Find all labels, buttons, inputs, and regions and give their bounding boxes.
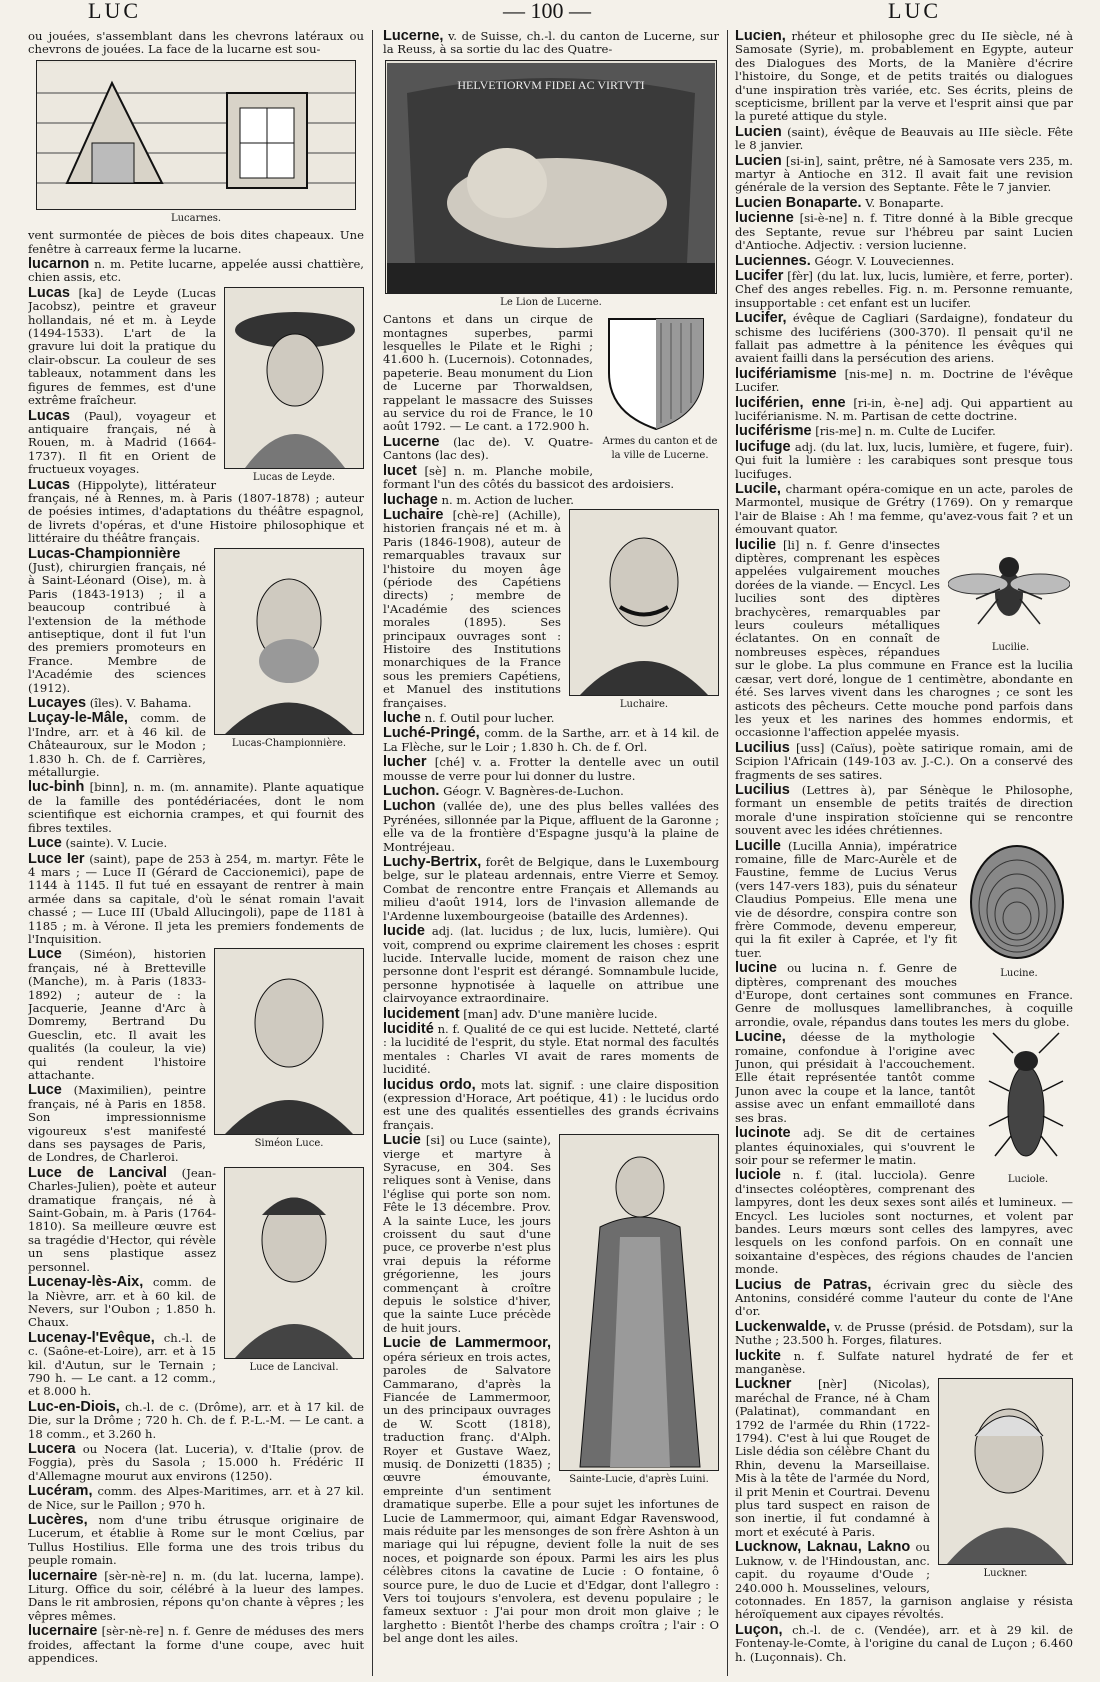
dictionary-entry bbox=[735, 152, 1073, 195]
headword: Lucilius bbox=[735, 781, 790, 798]
headword: lucifériamisme bbox=[735, 365, 837, 382]
dictionary-entry bbox=[383, 1005, 719, 1022]
lucine-figure bbox=[965, 840, 1073, 984]
entry-text: (Jean-Charles-Julien), poète et auteur dramatique français, né à Saint-Gobain, m. à Paris (1764-1810). Sa meilleure œuvre est sa tragédie d'Hector, qui révèle un sens plastique assez personnel. bbox=[28, 1165, 217, 1274]
headword: lucide bbox=[383, 923, 425, 940]
dictionary-entry bbox=[383, 785, 719, 798]
headword: lucher bbox=[383, 754, 427, 771]
dictionary-entry bbox=[28, 850, 364, 947]
dictionary-entry bbox=[28, 1514, 364, 1568]
entry-text: Géogr. V. Bagnères-de-Luchon. bbox=[443, 784, 624, 799]
entry-text: (lac de). V. Quatre-Cantons (lac des). bbox=[383, 434, 593, 463]
entry-text: rhéteur et philosophe grec du IIe siècle, né à Samosate (Syrie), m. probablement en Egypte, auteur des Dialogues des Morts, de la Manière d'écrire l'histoire, du Songe, et de petits traités ou dialogues d'une inspiration très variée, etc. Ses écrits, pleins de scepticisme, brillent par la verve et l'esprit ainsi que par la pureté attique du style. bbox=[735, 30, 1073, 124]
entry-text: comm. de la Nièvre, arr. et à 60 kil. de Nevers, sur l'Oubon ; 1.850 h. Chaux. bbox=[28, 1275, 216, 1330]
column-1 bbox=[28, 30, 364, 1676]
dictionary-entry bbox=[28, 258, 364, 285]
lucarnes-figure bbox=[28, 60, 364, 225]
headword: lucifuge bbox=[735, 438, 791, 455]
headword: Lucien bbox=[735, 123, 782, 140]
lion-figure bbox=[383, 60, 719, 309]
headword: lucidité bbox=[383, 1020, 434, 1037]
headword: lucarnon bbox=[28, 256, 90, 273]
headword: Lucenay-l'Evêque, bbox=[28, 1329, 155, 1346]
dictionary-entry bbox=[735, 394, 1073, 424]
portrait-figure bbox=[569, 509, 719, 715]
headword: Lucera bbox=[28, 1440, 76, 1457]
entry-text: (sainte). V. Lucie. bbox=[65, 836, 168, 851]
entry-text: adj. (du lat. lux, lucis, lumière, et fugere, fuir). Qui fuit la lumière : les carabiques sont presque tous lucifuges. bbox=[735, 439, 1073, 481]
headword: Luchaire bbox=[383, 506, 444, 523]
entry-text: (Siméon), historien français, né à Bretteville (Manche), m. à Paris (1833-1892) ; auteur de : la Jacquerie, Jeanne d'Arc à Domremy, Bertrand Du Guesclin, etc. Il avait les qualités (la couleur, la vie) qui rendent l'histoire attachante. bbox=[28, 947, 206, 1082]
headword: luciole bbox=[735, 1167, 781, 1184]
entry-text: n. f. Outil pour lucher. bbox=[424, 711, 555, 725]
dictionary-entry bbox=[28, 1398, 364, 1441]
lion-de-lucerne-illustration bbox=[385, 60, 717, 294]
entry-text: [nèr] (Nicolas), maréchal de France, né à Cham (Palatinat), commandant en 1792 de l'armée du Rhin (1722-1794). C'est à lui que Rouget de Lisle dédia son célèbre Chant du Rhin, devenu la Marseillaise. Mis à la tête de l'armée du Nord, il prit Menin et Courtrai. Devenu plus tard suspect en raison de son inertie, il fut condamné à mort et exécuté à Paris. bbox=[735, 1377, 930, 1539]
headword: Luchon. bbox=[383, 783, 440, 800]
headword: Lucayes bbox=[28, 695, 87, 712]
headword: Luciennes. bbox=[735, 252, 811, 269]
dictionary-entry bbox=[735, 365, 1073, 395]
entry-text: forêt de Belgique, dans le Luxembourg belge, sur le plateau ardennais, entre Vierre et Semoy. Combat de rencontre entre Français et Allemands au milieu d'août 1914, lors de l'invasion allemande de l'Ardenne luxembourgeoise (bataille des Ardennes). bbox=[383, 855, 719, 923]
portrait-luchaire bbox=[569, 509, 719, 696]
headword: Lucius de Patras, bbox=[735, 1276, 872, 1293]
portrait-lucas-championniere bbox=[214, 548, 364, 735]
running-head-right: LUC bbox=[888, 0, 941, 23]
portrait-luce-de-lancival bbox=[224, 1167, 364, 1359]
dictionary-entry bbox=[383, 800, 719, 854]
entry-text: n. f. Qualité de ce qui est lucide. Netteté, clarté : la lucidité de l'esprit, du style. Etat normal des facultés mentales : Charles VI avait de rares moments de lucidité. bbox=[383, 1021, 719, 1077]
headword: Luce Ier bbox=[28, 850, 85, 867]
headword: Lucifer bbox=[735, 267, 784, 284]
dictionary-entry bbox=[383, 1076, 719, 1133]
column-rule bbox=[372, 30, 373, 1676]
entry-text: [chè-re] (Achille), historien français né et m. à Paris (1846-1908), auteur de remarquables travaux sur l'histoire du moyen âge (période des Capétiens directs) ; membre de l'Académie des sciences morales (1895). Ses principaux ouvrages sont : Histoire des Institutions monarchiques de la France sous les premiers Capétiens, et Manuel des institutions françaises. bbox=[383, 507, 561, 710]
headword: Luçay-le-Mâle, bbox=[28, 710, 128, 727]
entry-text: adj. (lat. lucidus ; de lux, lucis, lumière). Qui voit, comprend ou exprime clairement les choses : esprit lucide. Intervalle lucide, moment de raison chez une personne dont l'esprit est dérangé. Somnambule lucide, personne hypnotisée à laquelle on attribue une clairvoyance extraordinaire. bbox=[383, 924, 719, 1006]
lucine-shell-icon bbox=[965, 840, 1069, 965]
dictionary-entry bbox=[735, 1347, 1073, 1377]
page-number: — 100 — bbox=[503, 0, 591, 23]
running-head-left: LUC bbox=[88, 0, 141, 23]
portrait-figure bbox=[224, 287, 364, 488]
portrait-figure bbox=[214, 948, 364, 1154]
entry-text: ch.-l. de c. (Vendée), arr. et à 29 kil. de Fontenay-le-Comte, à l'origine du canal de Luçon ; 6.460 h. (Luçonnais). Ch. bbox=[735, 1622, 1073, 1664]
headword: Lucie de Lammermoor, bbox=[383, 1335, 551, 1352]
headword: lucidement bbox=[383, 1005, 460, 1022]
dictionary-entry bbox=[28, 1625, 364, 1665]
entry-text: n. m. Action de lucher. bbox=[441, 492, 574, 507]
dictionary-entry bbox=[735, 312, 1073, 366]
dictionary-entry bbox=[735, 739, 1073, 782]
portrait-caption: Lucas de Leyde. bbox=[252, 471, 336, 483]
dictionary-entry bbox=[735, 425, 1073, 438]
column-2 bbox=[383, 30, 719, 1676]
entry-text: v. de Suisse, ch.-l. du canton de Lucerne, sur la Reuss, à sa sortie du lac des Quatre- bbox=[383, 30, 719, 57]
headword: Lucéram, bbox=[28, 1483, 93, 1500]
headword: Lucien, bbox=[735, 30, 786, 44]
entry-text: [si-è-ne] n. f. Titre donné à la Bible grecque des Septante, revue sur l'hébreu par saint Lucien d'Antioche. Adjectiv. : version lucienne. bbox=[735, 211, 1073, 253]
entry-text: n. f. Sulfate naturel hydraté de fer et manganèse. bbox=[735, 1348, 1073, 1376]
headword: Luce de Lancival bbox=[28, 1164, 167, 1181]
entry-text: déesse de la mythologie romaine, confondue à l'origine avec Junon, qui présidait à l'accouchement. Elle était représentée tantôt comme Junon avec la coupe et la lance, tantôt assise avec un enfant emmailloté dans ses bras. bbox=[735, 1030, 975, 1125]
headword: Lucien Bonaparte. bbox=[735, 194, 862, 211]
headword: lucernaire bbox=[28, 1567, 98, 1584]
headword: Luce bbox=[28, 1082, 62, 1099]
entry-text: [ri-in, è-ne] adj. Qui appartient au luciférianisme. N. m. Partisan de cette doctrine. bbox=[735, 395, 1073, 423]
entry-text: ch.-l. de c. (Drôme), arr. et à 17 kil. de Die, sur la Drôme ; 720 h. Ch. de f. P.-L.-M. — Le cant. a 18 comm., et 3.260 h. bbox=[28, 1399, 364, 1441]
dictionary-entry bbox=[735, 123, 1073, 153]
headword: Lucknow, Laknau, Lakno bbox=[735, 1539, 911, 1556]
figure-caption: Lucilie. bbox=[991, 641, 1030, 653]
luciole-figure bbox=[983, 1031, 1073, 1190]
headword: Lucères, bbox=[28, 1512, 88, 1528]
entry-text: (Hippolyte), littérateur français, né à Rennes, m. à Paris (1807-1878) ; auteur de poésies intimes, d'adaptations du théâtre espagnol, de livrets d'opéras, et d'une Histoire philosophique et littéraire du théâtre français. bbox=[28, 477, 364, 546]
entry-text: (Paul), voyageur et antiquaire français, né à Rouen, m. à Madrid (1664-1737). Il fit en Orient de fructueux voyages. bbox=[28, 408, 216, 477]
portrait-figure bbox=[938, 1378, 1073, 1584]
entry-text: ou lucina n. f. Genre de diptères, comprenant des mouches d'Europe, dont certaines sont communes en France. Genre de mollusques lamellibranches, à coquille arrondie, ovale, répandus dans toutes les mers du globe. bbox=[735, 961, 1073, 1029]
dictionary-entry bbox=[383, 491, 719, 508]
arms-figure bbox=[601, 313, 719, 466]
entry-text: [sèr-nè-re] n. m. (du lat. lucerna, lampe). Liturg. Office du soir, célébré à la lueur des lampes. Dans le rit ambrosien, répons qu'on chante à vêpres ; les vêpres mêmes. bbox=[28, 1568, 364, 1623]
headword: lucernaire bbox=[28, 1623, 98, 1640]
headword: Lucien bbox=[735, 152, 782, 169]
headword: Lucifer, bbox=[735, 310, 787, 327]
headword: luckite bbox=[735, 1347, 781, 1364]
headword: lucinote bbox=[735, 1125, 791, 1142]
portrait-figure bbox=[214, 548, 364, 754]
entry-text: nom d'une tribu étrusque originaire de Lucerum, et établie à Rome sur le mont Cœlius, par Tullus Hostilius. Elle forma une des trois tribus du peuple romain. bbox=[28, 1513, 364, 1568]
entry-text: [sèr-nè-re] n. f. Genre de méduses des mers froides, affectant la forme d'une coupe, avec huit appendices. bbox=[28, 1624, 364, 1666]
lion-inscription: HELVETIORVM FIDEI AC VIRTVTI bbox=[457, 77, 645, 92]
headword: Lucile, bbox=[735, 481, 781, 497]
headword: Lucenay-lès-Aix, bbox=[28, 1274, 144, 1291]
entry-text: (saint), pape de 253 à 254, m. martyr. Fête le 4 mars ; — Luce II (Gérard de Caccionemici), pape de 1144 à 1145. Il fut tué en essayant de rentrer à main armée dans sa capitale, d'où le sénat romain l'avait chassé ; — Luce III (Ubald Allucingoli), pape de 1181 à 1185 ; m. à Vérone. Il jeta les premiers fondements de l'Inquisition. bbox=[28, 851, 364, 946]
headword: Luckner bbox=[735, 1376, 792, 1393]
entry-text: écrivain grec du siècle des Antonins, considéré comme l'auteur du conte de l'Ane d'or. bbox=[735, 1277, 1073, 1319]
headword: lucienne bbox=[735, 210, 794, 227]
dictionary-entry bbox=[383, 756, 719, 783]
column-rule bbox=[727, 30, 728, 1676]
entry-text: [fèr] (du lat. lux, lucis, lumière, et ferre, porter). Chef des anges rebelles. Fig. n. m. Personne remuante, insupportable : cet enfant est un lucifer. bbox=[735, 268, 1073, 310]
headword: lucilie bbox=[735, 536, 777, 553]
entry-continuation: vent surmontée de pièces de bois dites chapeaux. Une fenêtre à carreaux ferme la lucarne. bbox=[28, 228, 364, 256]
headword: luciférisme bbox=[735, 423, 812, 440]
entry-text: (vallée de), une des plus belles vallées des Pyrénées, sillonnée par la Pique, affluent de la Garonne ; elle va de la frontière d'Espagne jusqu'à la plaine de Montréjeau. bbox=[383, 799, 719, 854]
figure-caption: Lucine. bbox=[1000, 967, 1038, 979]
entry-text: [man] adv. D'une manière lucide. bbox=[463, 1006, 658, 1021]
entry-text: [nis-me] n. m. Doctrine de l'évêque Lucifer. bbox=[735, 366, 1073, 395]
portrait-lucas-de-leyde bbox=[224, 287, 364, 469]
dictionary-entry bbox=[735, 1276, 1073, 1319]
headword: Lucerne bbox=[383, 433, 440, 450]
portrait-luckner bbox=[938, 1378, 1073, 1565]
entry-continuation: Cantons et dans un cirque de montagnes superbes, parmi lesquelles le Pilate et le Righi ; 41.600 h. (Lucernois). Cotonnades, papeterie. Beau monument du Lion de Lucerne par Thorwaldsen, rappelant le massacre des Suisses au service du roi de France, le 10 août 1792. — Le cant. a 172.900 h. bbox=[383, 312, 593, 434]
portrait-simeon-luce bbox=[214, 948, 364, 1135]
entry-text: [si-in], saint, prêtre, né à Samosate vers 235, m. martyr à Antioche en 312. Il avait fait une revision générale de la version des Septante. Fête le 7 janvier. bbox=[735, 153, 1073, 195]
lucerne-coat-of-arms bbox=[601, 313, 711, 433]
headword: Lucas bbox=[28, 284, 70, 301]
dictionary-entry bbox=[735, 212, 1073, 252]
entry-text: n. f. (ital. lucciola). Genre d'insectes coléoptères, comprenant des lampyres, dont les deux sexes sont ailés et lumineux. — Encycl. Les lucioles sont nocturnes, et volent par bandes. Leurs mœurs sont celles des lampyres, avec lesquels on les confond parfois. On en connaît une soixantaine d'espèces, des régions chaudes de l'ancien monde. bbox=[735, 1168, 1073, 1277]
dictionary-entry bbox=[28, 1440, 364, 1483]
headword: Luçon, bbox=[735, 1621, 783, 1638]
column-3 bbox=[735, 30, 1073, 1676]
headword: Luchon bbox=[383, 798, 436, 815]
entry-text: opéra sérieux en trois actes, paroles de Salvatore Cammarano, d'après la Fiancée de Lammermoor, un des principaux ouvrages de W. Scott (1818), traduction franç. d'Alph. Royer et Gustave Waez, musiq. de Donizetti (1835) ; œuvre émouvante, empreinte d'un sentiment dramatique superbe. Elle a pour sujet les infortunes de Lucie de Lammermoor, qui, aimant Edgar Ravenswood, mais réduite par les mensonges de son frère Ashton à un mariage qui lui répugne, devient folle la nuit de ses noces, et poignarde son époux. Parmi les airs les plus célèbres citons la cavatine de Lucie : O fontaine, ô source pure, le duo de Lucie et d'Edgar, dont l'allegro : Vers toi toujours s'envolera, est devenu populaire ; le fameux sextuor : J'ai pour mon droit mon glaive ; le larghetto : Bientôt l'herbe des champs croîtra ; l'air : O bel ange dont les ailes. bbox=[383, 1349, 719, 1646]
entry-text: [ris-me] n. m. Culte de Lucifer. bbox=[815, 424, 996, 439]
headword: lucet bbox=[383, 462, 417, 479]
entry-text: adj. Se dit de certaines plantes équinoxiales, qui s'ouvrent le soir pour se refermer le matin. bbox=[735, 1126, 976, 1167]
entry-text: [si] ou Luce (sainte), vierge et martyre à Syracuse, en 304. Ses reliques sont à Venise, dans l'église qui porte son nom. Fête le 13 décembre. Prov. A la sainte Luce, les jours croissent du saut d'une puce, ce proverbe n'est plus vrai depuis la réforme grégorienne, les jours commençant à croître depuis le solstice d'hiver, que la sainte Luce précède de huit jours. bbox=[383, 1133, 552, 1335]
entry-text: mots lat. signif. : une claire disposition (expression d'Horace, Art poétique, 41) : le lucidus ordo est une des qualités essentielles des grands écrivains français. bbox=[383, 1077, 719, 1132]
entry-text: comm. de l'Indre, arr. et à 46 kil. de Châteauroux, sur le Modon ; 1.830 h. Ch. de f. Carrières, métallurgie. bbox=[28, 711, 206, 780]
headword: Lucas-Championnière bbox=[28, 545, 181, 562]
entry-text: Géogr. V. Louveciennes. bbox=[814, 253, 955, 268]
headword: Lucas bbox=[28, 476, 70, 493]
headword: Luchy-Bertrix, bbox=[383, 854, 482, 871]
entry-text: évêque de Cagliari (Sardaigne), fondateur du schisme des lucifériens (300-370). Il pensait qu'il ne fallait pas admettre à la pénitence les évêques qui avaient failli dans la persécution des ariens. bbox=[735, 311, 1073, 366]
portrait-caption: Luce de Lancival. bbox=[249, 1361, 339, 1373]
dictionary-entry bbox=[28, 1485, 364, 1512]
headword: Lucas bbox=[28, 407, 70, 424]
dictionary-entry bbox=[383, 1020, 719, 1077]
dictionary-entry bbox=[383, 925, 719, 1005]
entry-text: [binn], n. m. (m. annamite). Plante aquatique de la famille des pontédériacées, dont le nom scientifique est eichornia crampes, et qui fournit des fibres textiles. bbox=[28, 780, 364, 835]
headword: Luce bbox=[28, 835, 62, 852]
entry-text: (Just), chirurgien français, né à Saint-Léonard (Oise), m. à Paris (1843-1913) ; il a beaucoup contribué à l'extension de la méthode antiseptique, dont il fut l'un des premiers promoteurs en France. Membre de l'Académie des sciences (1912). bbox=[28, 559, 206, 695]
headword: luche bbox=[383, 710, 421, 726]
headword: luc-binh bbox=[28, 779, 85, 796]
entry-text: charmant opéra-comique en un acte, paroles de Marmontel, musique de Grétry (1769). On y remarque l'air de Blaise : Ah ! ma femme, qu'avez-vous fait ? et un émouvant quator. bbox=[735, 482, 1073, 537]
dictionary-entry bbox=[735, 267, 1073, 310]
figure-caption: Lucarnes. bbox=[170, 212, 222, 224]
lucilie-figure bbox=[948, 539, 1073, 658]
entry-text: comm. des Alpes-Maritimes, arr. et à 27 kil. de Nice, sur le Paillon ; 970 h. bbox=[28, 1484, 364, 1512]
entry-text: (îles). V. Bahama. bbox=[89, 696, 192, 711]
entry-continuation: ou jouées, s'assemblant dans les chevrons latéraux ou chevrons de jouées. La face de la lucarne est sou- bbox=[28, 30, 364, 57]
entry-text: ch.-l. de c. (Saône-et-Loire), arr. et à 15 kil. d'Autun, sur le Ternain ; 790 h. — Le cant. a 12 comm., et 8.000 h. bbox=[28, 1330, 216, 1399]
dictionary-entry bbox=[383, 727, 719, 754]
entry-text: v. de Prusse (présid. de Potsdam), sur la Nuthe ; 23.500 h. Forges, filatures. bbox=[735, 1319, 1073, 1348]
headword: luciférien, enne bbox=[735, 394, 846, 411]
entry-text: (Lettres à), par Sénèque le Philosophe, formant un ensemble de petits traités de direction morale d'une inspiration stoïcienne qui se rencontre souvent avec les idées chrétiennes. bbox=[735, 782, 1073, 838]
entry-text: (Maximilien), peintre français, né à Paris en 1858. Son impressionnisme vigoureux s'est manifesté dans ses paysages de Paris, de Londres, de Charleroi. bbox=[28, 1083, 206, 1165]
dictionary-entry bbox=[28, 781, 364, 835]
entry-text: (saint), évêque de Beauvais au IIIe siècle. Fête le 8 janvier. bbox=[735, 124, 1073, 153]
portrait-caption: Luckner. bbox=[983, 1568, 1028, 1580]
sainte-lucie-figure bbox=[559, 1134, 719, 1490]
entry-text: [uss] (Caïus), poète satirique romain, ami de Scipion l'Africain (149-103 av. J.-C.). On a conservé des fragments de ses satires. bbox=[735, 740, 1073, 782]
headword: Lucerne, bbox=[383, 30, 444, 44]
dictionary-entry bbox=[735, 194, 1073, 211]
figure-caption: Sainte-Lucie, d'après Luini. bbox=[569, 1474, 709, 1486]
headword: luchage bbox=[383, 491, 438, 508]
dictionary-entry bbox=[735, 438, 1073, 481]
entry-text: [ché] v. a. Frotter la dentelle avec un outil mousse de verre pour lui donner du lustre. bbox=[383, 755, 719, 783]
entry-text: [li] n. f. Genre d'insectes diptères, comprenant les espèces appelées vulgairement mouches dorées de la viande. — Encycl. Les lucilies sont des diptères brachycères, remarquables par leurs couleurs métalliques éclatantes. On en connaît de nombreuses espèces, répandues sur le globe. La plus commune en France est la lucilia cæsar, vert doré, longue de 1 centimètre, abondante en été. Ses larves vivent dans les charognes ; ce sont les asticots des pêcheurs. Cette mouche pond parfois dans les yeux et les narines des hommes endormis, et occasionne l'affection appelée myasis. bbox=[735, 537, 1073, 740]
entry-text: ou Luknow, v. de l'Hindoustan, anc. capit. du royaume d'Oude ; 240.000 h. Mousselines, velours, cotonnades. En 1857, la garnison anglaise y résista héroïquement aux cipayes révoltés. bbox=[735, 1540, 1073, 1622]
entry-text: (Lucilla Annia), impératrice romaine, fille de Marc-Aurèle et de Faustine, femme de Lucius Verus (vers 147-vers 183), puis du sénateur Claudius Pompeius. Elle mena une vie de désordre, conspira contre son frère Commode, devenu empereur, qui la fit exiler à Caprée, et l'y fit tuer. bbox=[735, 838, 957, 960]
dictionary-entry bbox=[735, 483, 1073, 537]
page-header bbox=[0, 0, 1100, 24]
dictionary-entry bbox=[383, 856, 719, 923]
entry-text: comm. de la Sarthe, arr. et à 14 kil. de La Flèche, sur le Loir ; 1.830 h. Ch. de f. Orl. bbox=[383, 726, 719, 754]
headword: Luché-Pringé, bbox=[383, 725, 480, 742]
dictionary-entry bbox=[28, 1567, 364, 1624]
portrait-caption: Lucas-Championnière. bbox=[231, 737, 347, 749]
headword: Lucine, bbox=[735, 1029, 786, 1046]
entry-text: V. Bonaparte. bbox=[865, 195, 944, 210]
entry-text: [ka] de Leyde (Lucas Jacobsz), peintre et graveur hollandais, né et m. à Leyde (1494-1533). L'art de la gravure lui doit la pratique du clair-obscur. La couleur de ses tableaux, notamment dans les figures de femmes, est d'une extrême fraîcheur. bbox=[28, 285, 216, 408]
headword: Luckenwalde, bbox=[735, 1318, 831, 1335]
lucilie-fly-icon bbox=[948, 539, 1070, 639]
figure-caption: Armes du canton et de la ville de Lucerne. bbox=[602, 436, 718, 461]
headword: Luce bbox=[28, 946, 62, 963]
headword: Lucie bbox=[383, 1132, 421, 1149]
entry-text: ou Nocera (lat. Luceria), v. d'Italie (prov. de Foggia), près du Sasola ; 15.000 h. Frédéric II d'Allemagne mourut aux environs (1250). bbox=[28, 1441, 364, 1483]
lucarnes-illustration bbox=[36, 60, 356, 210]
dictionary-entry bbox=[28, 837, 364, 850]
luciole-beetle-icon bbox=[983, 1031, 1069, 1171]
portrait-figure bbox=[224, 1167, 364, 1378]
dictionary-entry bbox=[383, 462, 719, 492]
dictionary-entry bbox=[735, 1621, 1073, 1664]
headword: lucine bbox=[735, 960, 777, 977]
entry-text: [sè] n. m. Planche mobile, formant l'un des côtés du bassicot des ardoisiers. bbox=[383, 463, 675, 492]
dictionary-entry bbox=[735, 1318, 1073, 1348]
headword: Lucilius bbox=[735, 739, 790, 756]
dictionary-entry bbox=[735, 781, 1073, 838]
headword: lucidus ordo, bbox=[383, 1076, 476, 1093]
dictionary-entry bbox=[735, 30, 1073, 124]
portrait-caption: Luchaire. bbox=[619, 698, 669, 710]
figure-caption: Le Lion de Lucerne. bbox=[500, 296, 602, 308]
entry-text: n. m. Petite lucarne, appelée aussi chattière, chien assis, etc. bbox=[28, 257, 364, 285]
portrait-caption: Siméon Luce. bbox=[254, 1138, 324, 1150]
headword: Lucille bbox=[735, 837, 781, 854]
dictionary-entry bbox=[735, 252, 1073, 269]
headword: Luc-en-Diois, bbox=[28, 1398, 120, 1415]
dictionary-entry bbox=[383, 30, 719, 57]
sainte-lucie-illustration bbox=[559, 1134, 719, 1471]
figure-caption: Luciole. bbox=[1007, 1174, 1049, 1186]
